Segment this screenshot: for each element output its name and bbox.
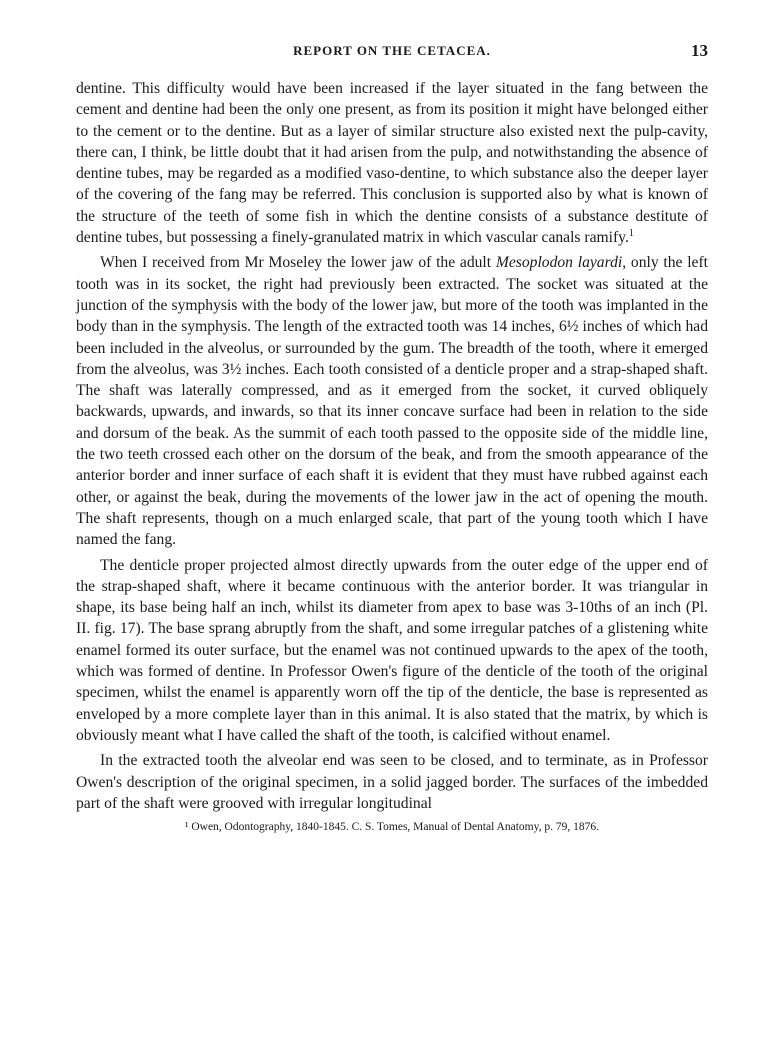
paragraph-4: In the extracted tooth the alveolar end was seen to be closed, and to terminate, as in Professor Owen's description of the original specimen, in a solid jagged border. The surfaces of the imbedded part of the shaft were grooved with irregular longitudinal <box>76 752 708 812</box>
footnote-text: Owen, Odontography, 1840-1845. C. S. Tomes, Manual of Dental Anatomy, p. 79, 1876. <box>188 821 599 834</box>
body-text <box>76 78 708 814</box>
footnote-reference: 1 <box>628 227 634 239</box>
footnote-marker: ¹ <box>185 821 189 834</box>
paragraph-2-start: When I received from Mr Moseley the lower jaw of the adult <box>100 254 496 272</box>
species-name: Mesoplodon layardi <box>495 254 623 272</box>
running-title: REPORT ON THE CETACEA. <box>293 43 491 58</box>
paragraph-3: The denticle proper projected almost directly upwards from the outer edge of the upper end of the strap-shaped shaft, where it became continuous with the anterior border. It was triangular in shape, its base being half an inch, whilst its diameter from apex to base was 3-10ths of an inch (Pl. II. fig. 17). The base sprang abruptly from the shaft, and some irregular patches of a glistening white enamel formed its outer surface, but the enamel was not continued upwards to the apex of the tooth, which was formed of dentine. In Professor Owen's figure of the denticle of the tooth of the original specimen, whilst the enamel is apparently worn off the tip of the denticle, the base is represented as enveloped by a more complete layer than in this animal. It is also stated that the matrix, by which is obviously meant what I have called the shaft of the tooth, is calcified without enamel. <box>76 556 708 744</box>
running-head <box>76 36 708 66</box>
paragraph-2 <box>76 252 708 550</box>
footnote <box>76 820 708 835</box>
paragraph-1-text: dentine. This difficulty would have been increased if the layer situated in the fang between the cement and dentine had been the only one present, as from its position it might have belonged either to the cement or to the dentine. But as a layer of similar structure also existed next the pulp-cavity, there can, I think, be little doubt that it had arisen from the pulp, and notwithstanding the absence of dentine tubes, may be regarded as a modified vaso-dentine, to which substance also the deeper layer of the covering of the fang may be referred. This conclusion is supported also by what is known of the structure of the teeth of some fish in which the dentine consists of a substance destitute of dentine tubes, but possessing a finely-granulated matrix in which vascular canals ramify. <box>76 80 708 247</box>
paragraph-2-rest: , only the left tooth was in its socket, the right had previously been extracted. The socket was situated at the junction of the symphysis with the body of the lower jaw, but more of the tooth was implanted in the body than in the symphysis. The length of the extracted tooth was 14 inches, 6½ inches of which had been included in the alveolus, or surrounded by the gum. The breadth of the tooth, where it emerged from the alveolus, was 3½ inches. Each tooth consisted of a denticle proper and a strap-shaped shaft. The shaft was laterally compressed, and as it emerged from the socket, it curved obliquely backwards, upwards, and inwards, so that its inner concave surface had been in relation to the side and dorsum of the beak. As the summit of each tooth passed to the opposite side of the middle line, the two teeth crossed each other on the dorsum of the beak, and from the smooth appearance of the anterior border and inner surface of each shaft it is evident that they must have rubbed against each other, or against the beak, during the movements of the lower jaw in the act of opening the mouth. The shaft represents, though on a much enlarged scale, that part of the young tooth which I have named the fang. <box>76 254 708 549</box>
paragraph-1 <box>76 78 708 248</box>
page-number: 13 <box>691 41 708 60</box>
